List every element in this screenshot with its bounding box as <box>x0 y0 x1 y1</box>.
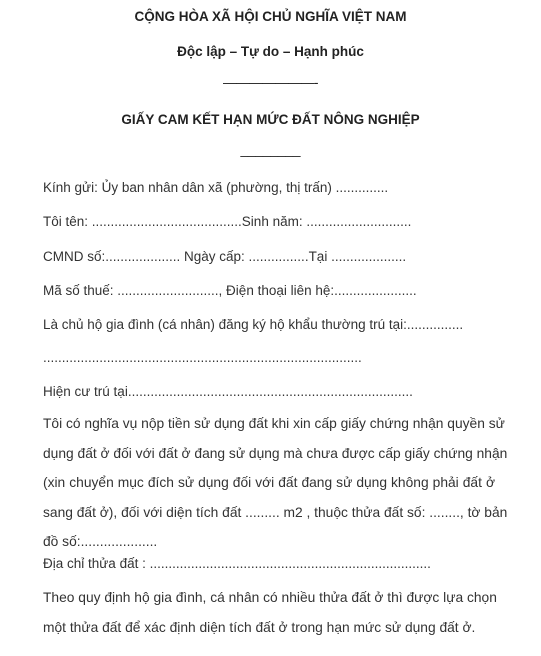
paragraph-line: sang đất ở), đối với diện tích đất ......... m2 , thuộc thửa đất số: ........, tờ bản <box>43 504 508 520</box>
paragraph-line: đồ số:.................... <box>43 534 158 549</box>
tax-phone-line: Mã số thuế: ..........................., Điện thoại liên hệ:...................... <box>43 283 417 298</box>
current-residence-line: Hiện cư trú tại............................................................................ <box>43 384 413 399</box>
paragraph-line: một thửa đất để xác định diện tích đất ở trong hạn mức sử dụng đất ở. <box>43 619 476 635</box>
household-registration-line: Là chủ hộ gia đình (cá nhân) đăng ký hộ khẩu thường trú tại:............... <box>43 317 464 332</box>
commitment-paragraph <box>43 409 508 557</box>
paragraph-line: dụng đất ở đối với đất ở đang sử dụng mà chưa được cấp giấy chứng nhận <box>43 445 508 461</box>
id-card-line: CMND số:.................... Ngày cấp: ................Tại .................... <box>43 249 407 264</box>
blank-fill-line: ..................................................................................... <box>43 350 362 365</box>
header-divider: ———————- <box>223 75 318 90</box>
country-heading: CỘNG HÒA XÃ HỘI CHỦ NGHĨA VIỆT NAM <box>134 9 407 24</box>
document-title: GIẤY CAM KẾT HẠN MỨC ĐẤT NÔNG NGHIỆP <box>121 112 420 127</box>
regulation-paragraph <box>43 583 495 642</box>
national-motto: Độc lập – Tự do – Hạnh phúc <box>177 44 364 59</box>
title-underline: ________ <box>240 142 301 157</box>
recipient-line: Kính gửi: Ủy ban nhân dân xã (phường, thị trấn) .............. <box>43 180 389 195</box>
paragraph-line: Theo quy định hộ gia đình, cá nhân có nhiều thửa đất ở thì được lựa chọn <box>43 590 497 605</box>
paragraph-line: Tôi có nghĩa vụ nộp tiền sử dụng đất khi xin cấp giấy chứng nhận quyền sử <box>43 416 505 431</box>
name-birthyear-line: Tôi tên: ........................................Sinh năm: ............................ <box>43 214 412 229</box>
land-address-line: Địa chỉ thửa đất : ........................................................................... <box>43 556 431 571</box>
paragraph-line: (xin chuyển mục đích sử dụng đối với đất đang sử dụng không phải đất ở <box>43 475 495 490</box>
